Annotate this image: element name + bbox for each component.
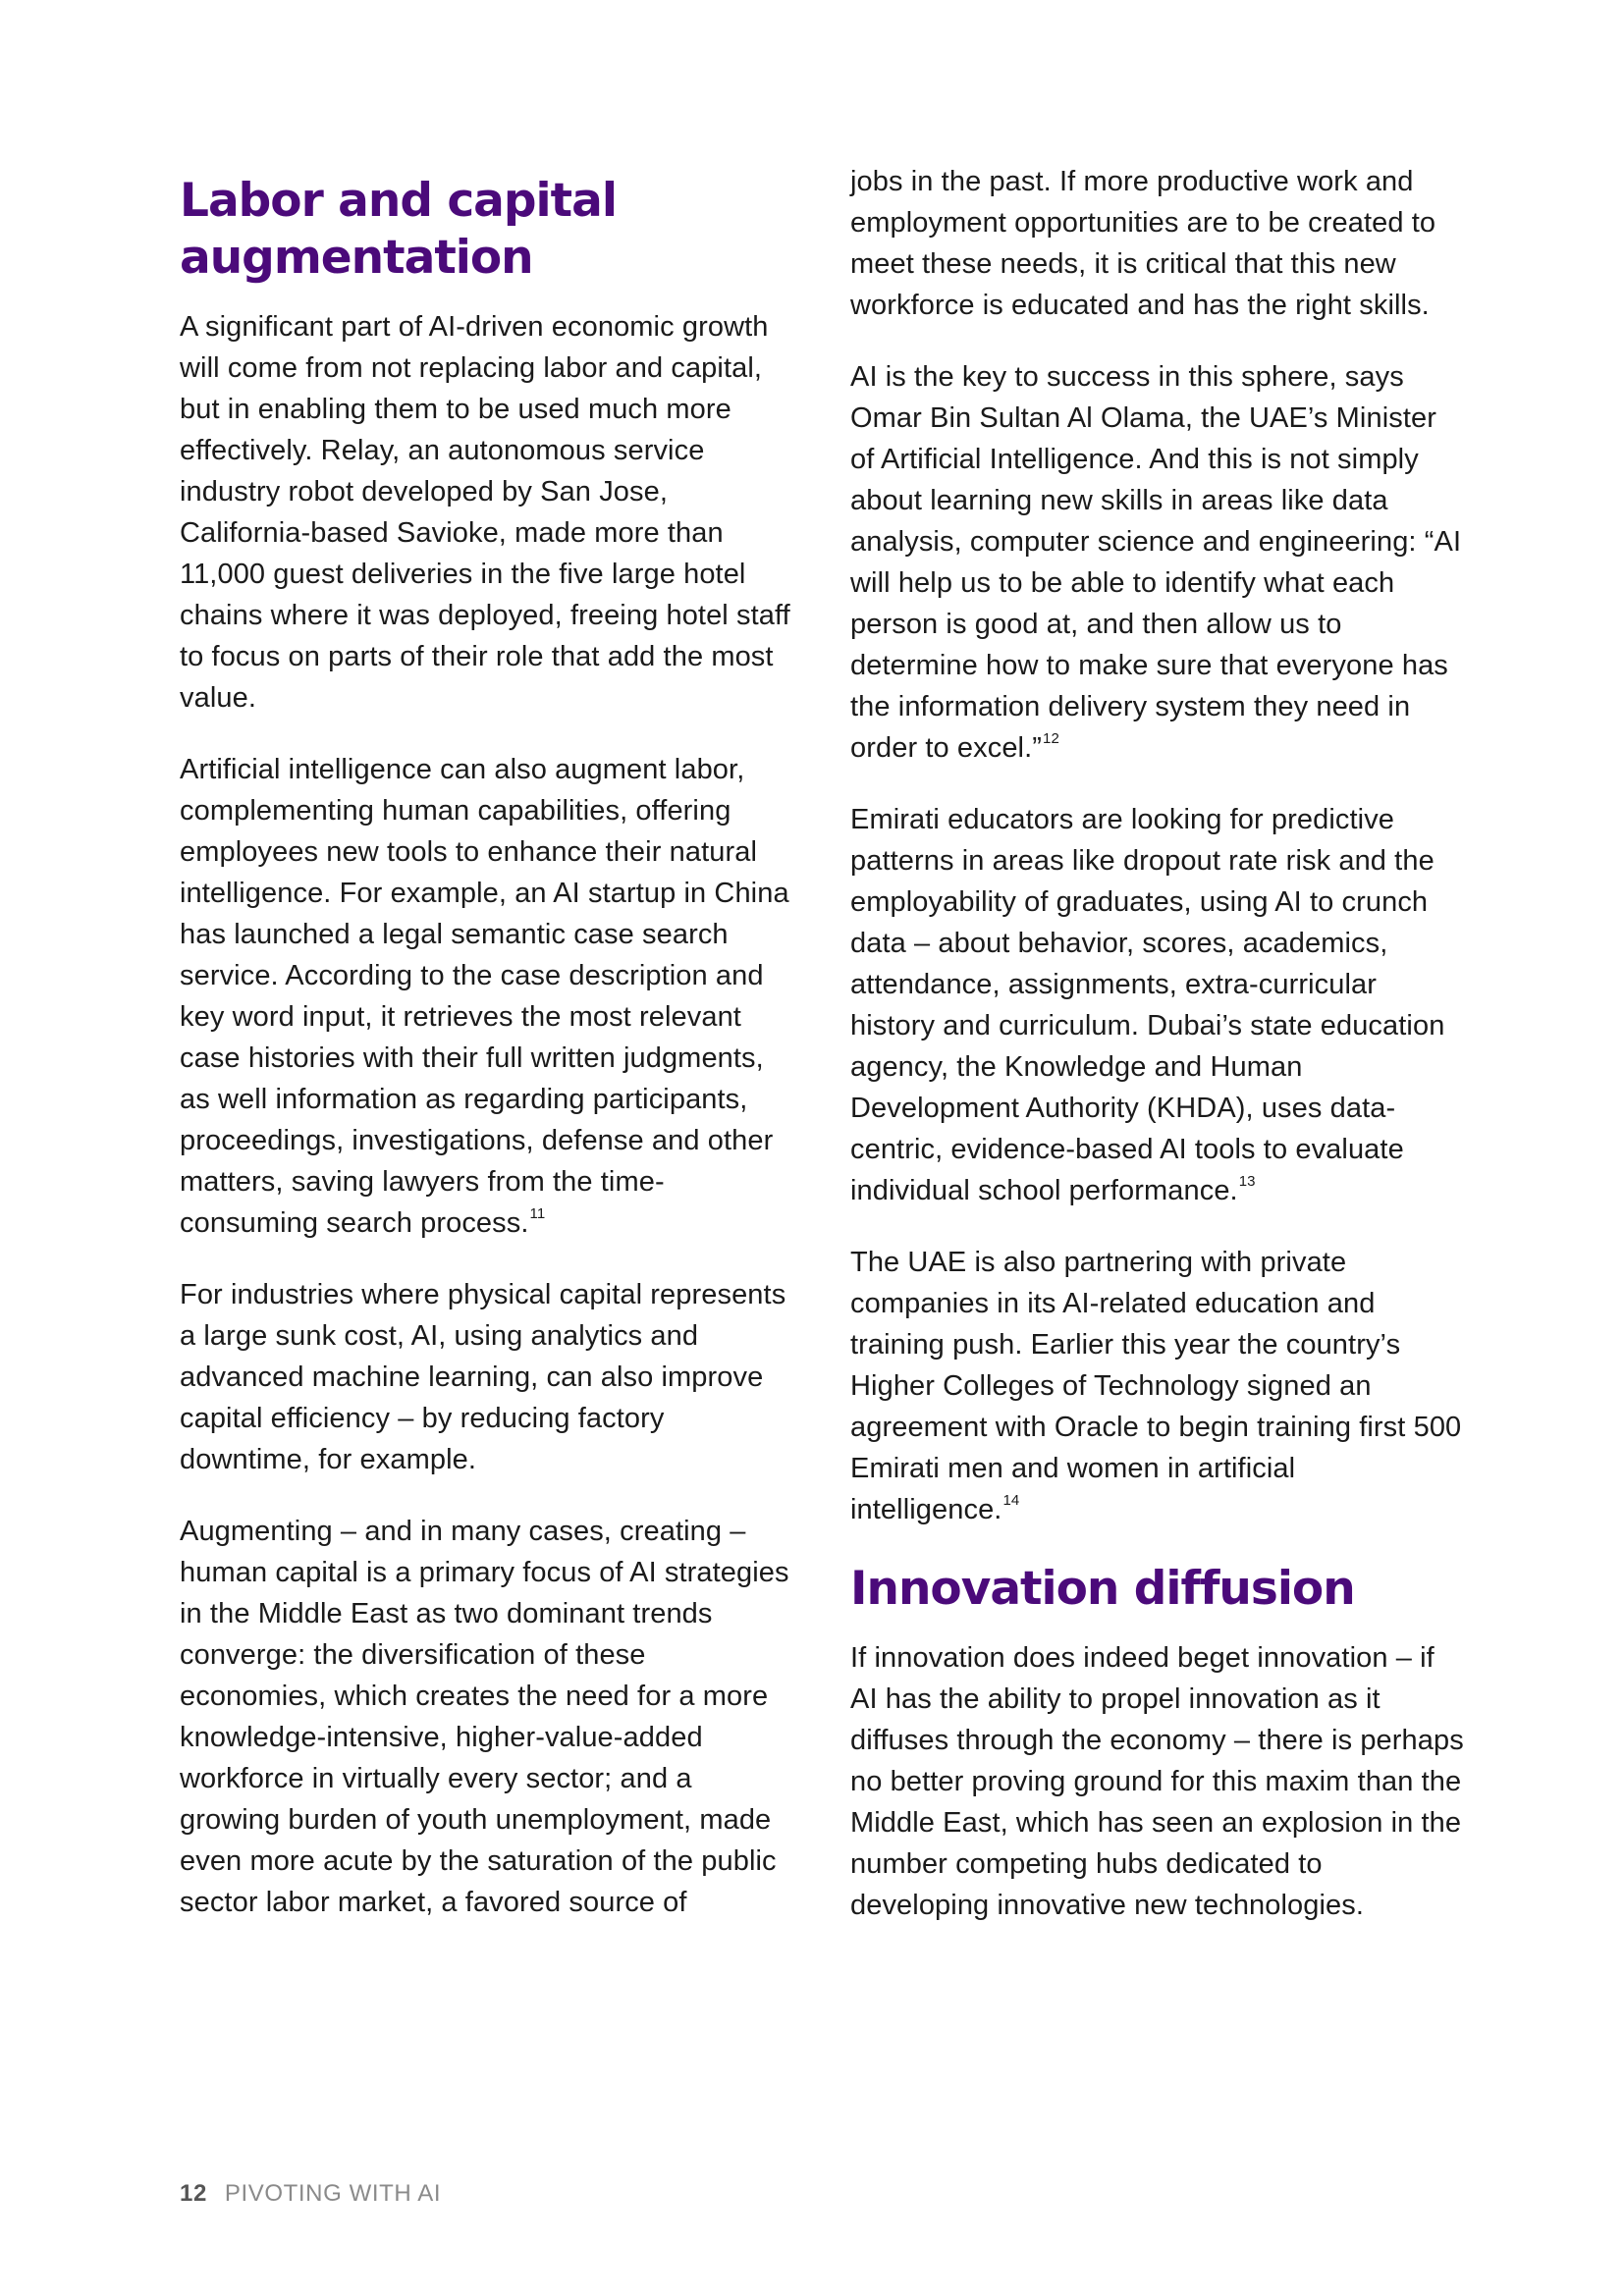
paragraph: The UAE is also partnering with private companies in its AI-related education and training push. Earlier this year the country’s Higher Colleges of Technology signed an agreement with Oracle to begin training first 500 Emirati men and women in artificial intelligence.$^{14}$ (850, 1247, 1462, 1525)
paragraph: Emirati educators are looking for predictive patterns in areas like dropout rate risk and the employability of graduates, using AI to crunch data – about behavior, scores, academics, attendance, assignments, extra-curricular history and curriculum. Dubai’s state education agency, the Knowledge and Human Development Authority (KHDA), uses data-centric, evidence-based AI tools to evaluate individual school performance.$^{13}$ (850, 804, 1445, 1206)
paragraph: jobs in the past. If more productive work and employment opportunities are to be created to meet these needs, it is critical that this new workforce is educated and has the right skills. (850, 166, 1436, 321)
left-column (180, 173, 793, 1953)
section-heading-labor-capital: Labor and capital augmentation (180, 174, 617, 285)
footnote-ref[interactable]: 11 (529, 1205, 546, 1222)
right-column (850, 166, 1464, 1956)
paragraph: For industries where physical capital represents a large sunk cost, AI, using analytics and advanced machine learning, can also improve capital efficiency – by reducing factory downtime, for example. (180, 1279, 786, 1475)
page-number: 12 (180, 2180, 207, 2207)
footnote-ref[interactable]: 14 (1002, 1492, 1020, 1509)
paragraph: AI is the key to success in this sphere, says Omar Bin Sultan Al Olama, the UAE’s Minister of Artificial Intelligence. And this is not simply about learning new skills in areas like data analysis, computer science and engineering: “AI will help us to be able to identify what each person is good at, and then allow us to determine how to make sure that everyone has the information delivery system they need in order to excel.”$^{12}$ (850, 361, 1462, 764)
section-heading-innovation-diffusion: Innovation diffusion (850, 1562, 1355, 1616)
paragraph: If innovation does indeed beget innovation – if AI has the ability to propel innovation as it diffuses through the economy – there is perhaps no better proving ground for this maxim than the Middle East, which has seen an explosion in the number competing hubs dedicated to developing innovative new technologies. (850, 1642, 1464, 1921)
publication-title: PIVOTING WITH AI (224, 2180, 442, 2207)
footnote-ref[interactable]: 13 (1238, 1173, 1256, 1190)
paragraph: Augmenting – and in many cases, creating – human capital is a primary focus of AI strategies in the Middle East as two dominant trends converge: the diversification of these economies, which creates the need for a more knowledge-intensive, higher-value-added workforce in virtually every sector; and a growing burden of youth unemployment, made even more acute by the saturation of the public sector labor market, a favored source of (180, 1516, 789, 1918)
page-footer (180, 2180, 441, 2208)
paragraph: A significant part of AI-driven economic growth will come from not replacing labor and capital, but in enabling them to be used much more effectively. Relay, an autonomous service industry robot developed by San Jose, California-based Savioke, made more than 11,000 guest deliveries in the five large hotel chains where it was deployed, freeing hotel staff to focus on parts of their role that add the most value. (180, 311, 790, 714)
paragraph: Artificial intelligence can also augment labor, complementing human capabilities, offering employees new tools to enhance their natural intelligence. For example, an AI startup in China has launched a legal semantic case search service. According to the case description and key word input, it retrieves the most relevant case histories with their full written judgments, as well information as regarding participants, proceedings, investigations, defense and other matters, saving lawyers from the time-consuming search process.$^{11}$ (180, 754, 789, 1239)
footnote-ref[interactable]: 12 (1043, 730, 1059, 747)
